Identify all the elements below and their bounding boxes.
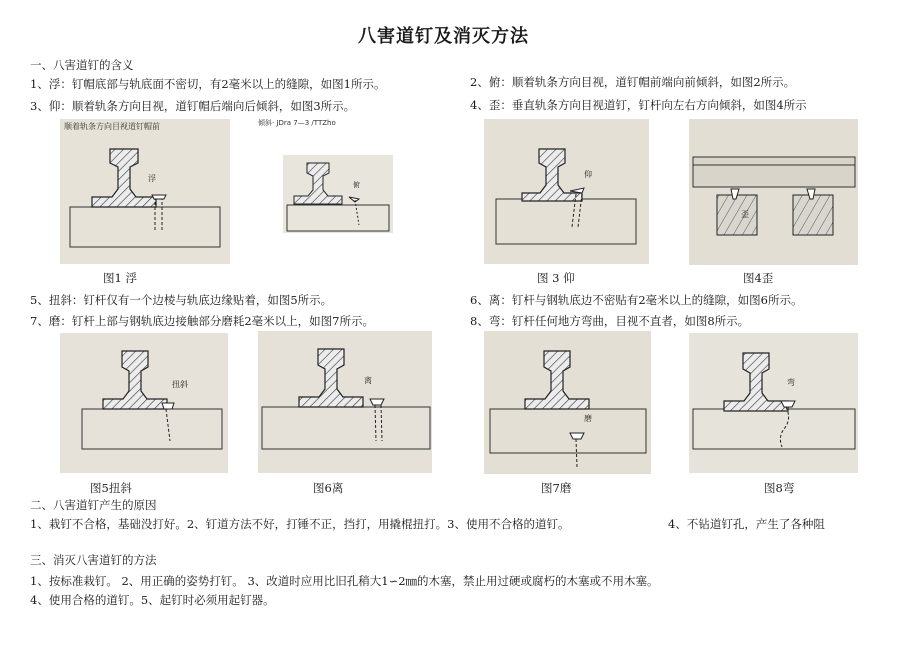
page-title: 八害道钉及消灭方法: [358, 26, 529, 47]
definition-item-3: 3、仰：顺着轨条方向目视，道钉帽后端向后倾斜，如图3所示。: [30, 99, 356, 113]
figure-3-label: 仰: [584, 170, 592, 179]
section3-methods-line1: 1、按标准栽钉。 2、用正确的姿势打钉。 3、改道时应用比旧孔稍大1∽2㎜的木塞，禁止用过硬或腐朽的木塞或不用木塞。: [30, 574, 659, 588]
figure-4-image: [689, 119, 858, 265]
figure-6-label: 离: [364, 376, 372, 385]
figure-8-caption: 图8弯: [764, 481, 795, 495]
section2-causes-tail: 4、不钻道钉孔，产生了各种阻: [668, 517, 825, 531]
figure-4-caption: 图4歪: [743, 271, 774, 285]
figure-2-image: [283, 155, 393, 233]
figure-1-caption: 图1 浮: [103, 271, 137, 285]
definition-item-7: 7、磨：钉杆上部与钢轨底边接触部分磨耗2毫米以上，如图7所示。: [30, 314, 374, 328]
definition-item-8: 8、弯：钉杆任何地方弯曲，目视不直者，如图8所示。: [470, 314, 750, 328]
definition-item-2: 2、俯：顺着轨条方向目视，道钉帽前端向前倾斜，如图2所示。: [470, 75, 796, 89]
figure-6-image: [258, 331, 432, 473]
figure-7-caption: 图7磨: [541, 481, 572, 495]
figure-1-label: 浮: [148, 174, 156, 183]
figure-3-caption: 图 3 仰: [537, 271, 575, 285]
figure-7-label: 磨: [584, 414, 592, 423]
figure-7-image: [484, 331, 651, 474]
figure-5-caption: 图5扭斜: [90, 481, 132, 495]
figure-8-image: [689, 333, 858, 473]
figure-8-label: 弯: [787, 378, 795, 387]
figure-3-image: [484, 119, 649, 264]
figure-2-label: 俯: [353, 181, 360, 189]
section2-causes: 1、栽钉不合格，基础没打好。2、钉道方法不好，打锤不正，挡打，用撬棍扭打。3、使用不合格的道钉。: [30, 517, 570, 531]
section3-methods-line2: 4、使用合格的道钉。5、起钉时必须用起钉器。: [30, 593, 275, 607]
figure-2-top-note: 倾斜· JDra 7—3 /TTZho: [258, 119, 336, 127]
figure-1-photo-text: 顺着轨条方向目视道钉帽前: [64, 122, 160, 131]
figure-5-image: [60, 333, 228, 473]
section2-heading: 二、八害道钉产生的原因: [30, 498, 157, 512]
definition-item-4: 4、歪：垂直轨条方向目视道钉，钉杆向左右方向倾斜，如图4所示: [470, 98, 807, 112]
figure-1-image: [60, 119, 230, 264]
definition-item-6: 6、离：钉杆与钢轨底边不密贴有2毫米以上的缝隙，如图6所示。: [470, 293, 803, 307]
figure-5-label: 扭斜: [172, 380, 188, 389]
definition-item-1: 1、浮：钉帽底部与轨底面不密切，有2毫米以上的缝隙，如图1所示。: [30, 77, 386, 91]
figure-6-caption: 图6离: [313, 481, 344, 495]
section3-heading: 三、消灭八害道钉的方法: [30, 553, 157, 567]
definition-item-5: 5、扭斜：钉杆仅有一个边棱与轨底边缘贴着，如图5所示。: [30, 293, 333, 307]
section1-heading: 一、八害道钉的含义: [30, 58, 134, 72]
figure-4-label: 歪: [741, 210, 749, 219]
